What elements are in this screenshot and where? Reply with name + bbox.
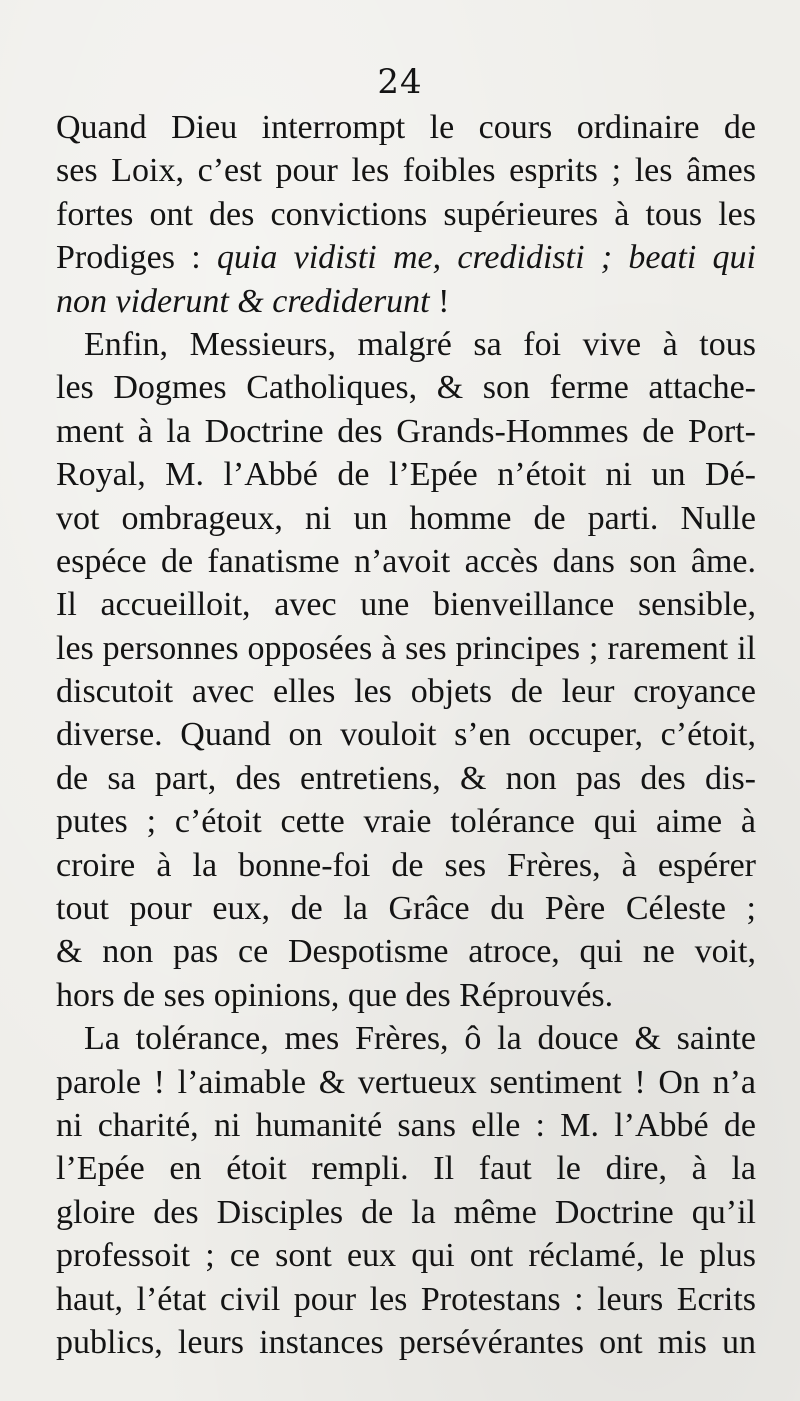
- text-run: espéce de fanatisme n’avoit accès dans son âme.: [56, 542, 756, 580]
- paragraph: [56, 106, 756, 323]
- text-run: l’Epée en étoit rempli. Il faut le dire, à la: [56, 1150, 756, 1188]
- text-run: diverse. Quand on vouloit s’en occuper, c’étoit,: [56, 716, 756, 754]
- text-line: [56, 497, 756, 540]
- text-run: tout pour eux, de la Grâce du Père Céleste ;: [56, 890, 756, 928]
- text-run: & non pas ce Despotisme atroce, qui ne voit,: [56, 933, 756, 971]
- text-run: Il accueilloit, avec une bienveillance sensible,: [56, 586, 756, 624]
- text-line: [56, 1147, 756, 1190]
- text-line: [56, 280, 756, 323]
- text-run: les Dogmes Catholiques, & son ferme attache-: [56, 369, 756, 407]
- text-run: Quand Dieu interrompt le cours ordinaire de: [56, 109, 756, 146]
- text-run: !: [429, 282, 450, 320]
- text-line: [56, 1104, 756, 1147]
- text-run: ment à la Doctrine des Grands-Hommes de Port-: [56, 412, 756, 450]
- text-run: publics, leurs instances persévérantes ont mis un: [56, 1323, 756, 1361]
- text-line: [56, 193, 756, 236]
- text-run: putes ; c’étoit cette vraie tolérance qui aime à: [56, 803, 756, 841]
- text-line: [56, 366, 756, 409]
- text-line: [56, 800, 756, 843]
- text-run: ni charité, ni humanité sans elle : M. l’Abbé de: [56, 1106, 756, 1144]
- text-run: Enfin, Messieurs, malgré sa foi vive à tous: [84, 325, 756, 363]
- text-line: [56, 106, 756, 149]
- text-run: croire à la bonne-foi de ses Frères, à espérer: [56, 846, 756, 884]
- text-run: Royal, M. l’Abbé de l’Epée n’étoit ni un Dé-: [56, 456, 756, 494]
- page-number: 24: [377, 62, 423, 102]
- text-run: Prodiges :: [56, 239, 217, 277]
- text-run: professoit ; ce sont eux qui ont réclamé, le plus: [56, 1237, 756, 1275]
- text-run: gloire des Disciples de la même Doctrine qu’il: [56, 1193, 756, 1231]
- italic-text: quia vidisti me, credidisti ; beati qui: [216, 239, 756, 277]
- text-line: [56, 149, 756, 192]
- text-line: [56, 410, 756, 453]
- text-line: [56, 844, 756, 887]
- paragraph: [56, 1017, 756, 1364]
- text-line: [56, 1234, 756, 1277]
- text-line: [56, 1017, 756, 1060]
- text-run: hors de ses opinions, que des Réprouvés.: [56, 976, 614, 1014]
- text-line: [56, 1061, 756, 1104]
- text-line: [56, 540, 756, 583]
- text-line: [56, 1191, 756, 1234]
- text-run: haut, l’état civil pour les Protestans : leurs Ecrits: [56, 1280, 756, 1318]
- paragraph: [56, 323, 756, 1017]
- body-text: [56, 106, 756, 1364]
- text-run: les personnes opposées à ses principes ; rarement il: [56, 629, 756, 667]
- text-line: [56, 627, 756, 670]
- text-run: discutoit avec elles les objets de leur croyance: [56, 673, 756, 711]
- text-line: [56, 670, 756, 713]
- text-line: [56, 323, 756, 366]
- text-line: [56, 1321, 756, 1364]
- italic-text: non viderunt & crediderunt: [56, 282, 430, 320]
- text-run: ses Loix, c’est pour les foibles esprits ; les âmes: [56, 152, 756, 190]
- text-line: [56, 930, 756, 973]
- text-run: fortes ont des convictions supérieures à tous les: [56, 195, 756, 233]
- text-run: de sa part, des entretiens, & non pas des dis-: [56, 759, 756, 797]
- text-line: [56, 453, 756, 496]
- text-line: [56, 757, 756, 800]
- text-run: parole ! l’aimable & vertueux sentiment ! On n’a: [56, 1063, 756, 1101]
- text-line: [56, 887, 756, 930]
- text-run: La tolérance, mes Frères, ô la douce & sainte: [84, 1020, 756, 1058]
- text-run: vot ombrageux, ni un homme de parti. Nulle: [56, 499, 756, 537]
- text-line: [56, 713, 756, 756]
- text-line: [56, 583, 756, 626]
- text-line: [56, 974, 756, 1017]
- text-line: [56, 236, 756, 279]
- text-line: [56, 1278, 756, 1321]
